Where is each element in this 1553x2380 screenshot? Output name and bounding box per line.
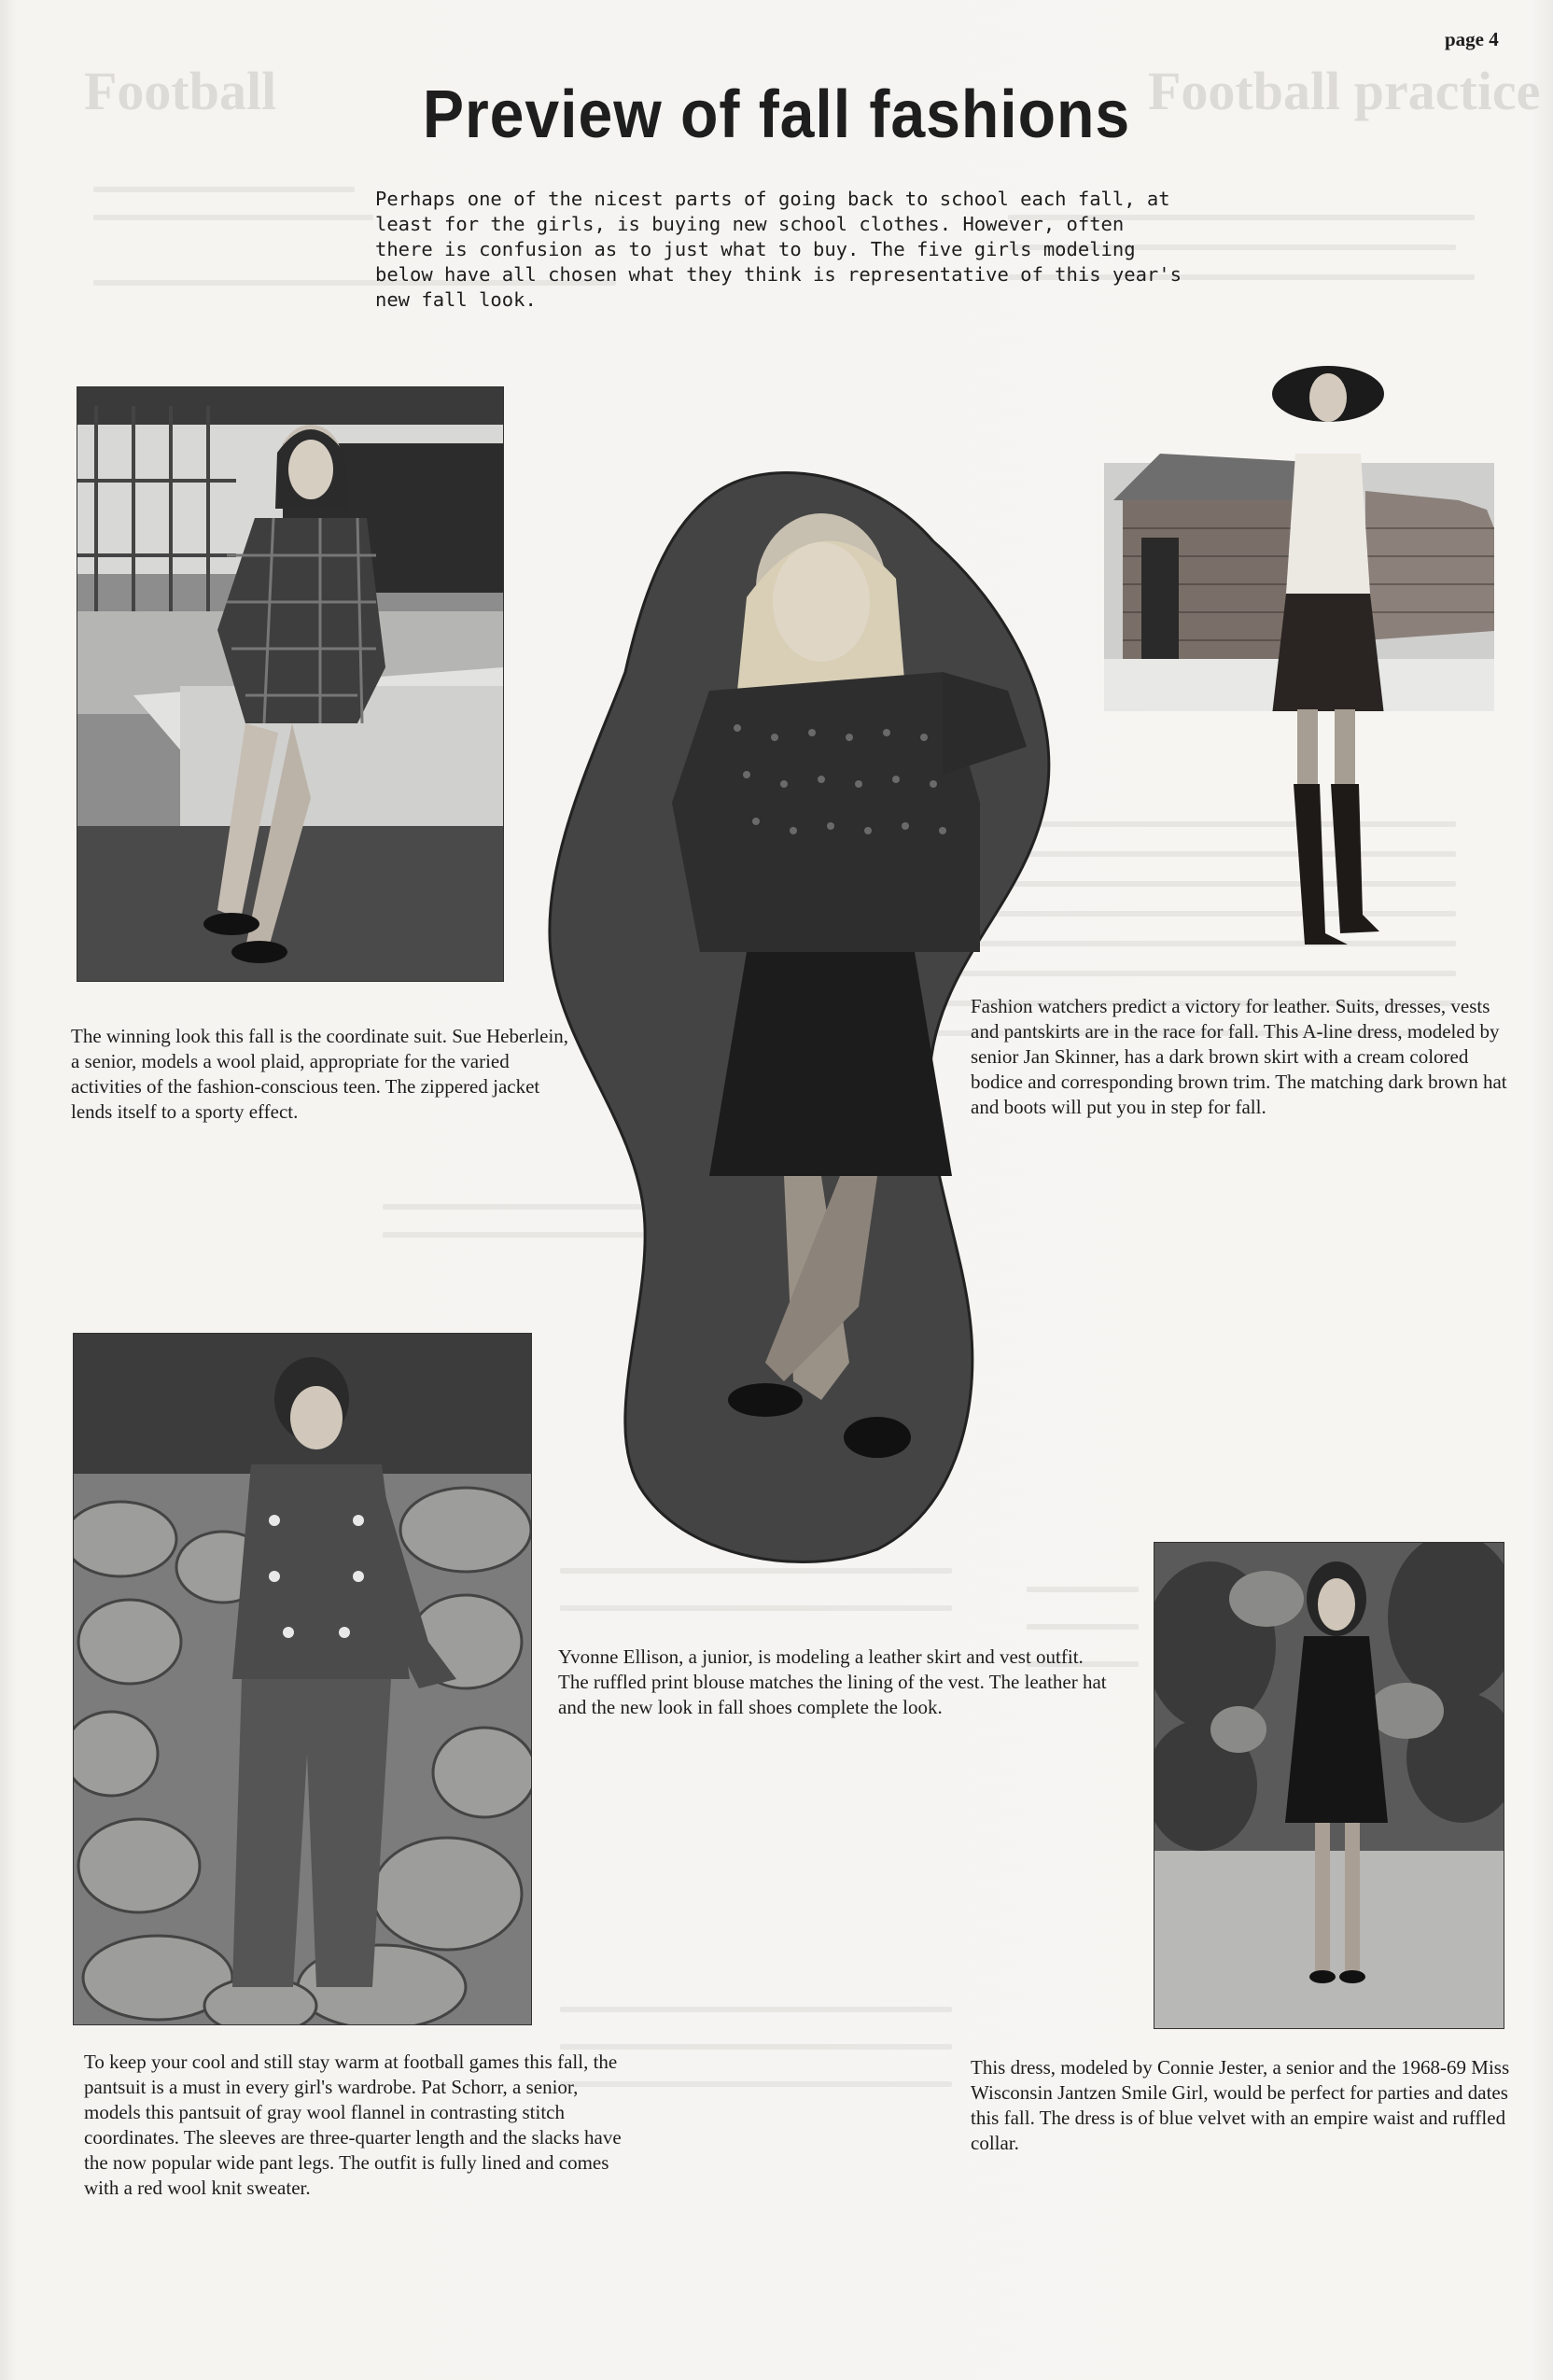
bleed-through-text: Football practice [1148,61,1541,121]
bleed-through-text: Football [84,61,277,121]
page-number: page 4 [1445,28,1499,50]
caption-ellison: Yvonne Ellison, a junior, is modeling a leather skirt and vest outfit. The ruffled print blouse matches the lining of the vest. The leather hat and the new look in fall shoes complete the look. [558,1645,1107,1718]
photo-jester-velvet-dress [1154,1542,1504,2029]
caption-skinner: Fashion watchers predict a victory for leather. Suits, dresses, vests and pantskirts are in the race for fall. This A-line dress, modeled by senior Jan Skinner, has a dark brown skirt with a cream colored bodice and corresponding brown trim. The matching dark brown hat and boots will put you in step for fall. [971,995,1507,1118]
page-title: Preview of fall fashions [422,77,1131,152]
caption-heberlein: The winning look this fall is the coordinate suit. Sue Heberlein, a senior, models a wool plaid, appropriate for the varied activities of the fashion-conscious teen. The zippered jacket lends itself to a sporty effect. [71,1025,569,1123]
photo-heberlein-plaid-suit [77,386,504,982]
photo-skinner-aline-dress [1104,360,1494,711]
caption-jester: This dress, modeled by Connie Jester, a senior and the 1968-69 Miss Wisconsin Jantzen Smile Girl, would be perfect for parties and dates this fall. The dress is of blue velvet with an empire waist and ruffled collar. [971,2056,1510,2154]
intro-paragraph: Perhaps one of the nicest parts of going back to school each fall, at least for the girls, is buying new school clothes. However, often there is confusion as to just what to buy. The five girls modeling below have all chosen what they think is representative of this year's new fall look. [375,188,1182,311]
caption-schorr: To keep your cool and still stay warm at football games this fall, the pantsuit is a must in every girl's wardrobe. Pat Schorr, a senior, models this pantsuit of gray wool flannel in contrasting stitch coordinates. The sleeves are three-quarter length and the slacks have the now popular wide pant legs. The outfit is fully lined and comes with a red wool knit sweater. [84,2051,622,2199]
photo-schorr-pantsuit [73,1333,532,2025]
photo-skinner-legs-boots [1269,709,1391,952]
